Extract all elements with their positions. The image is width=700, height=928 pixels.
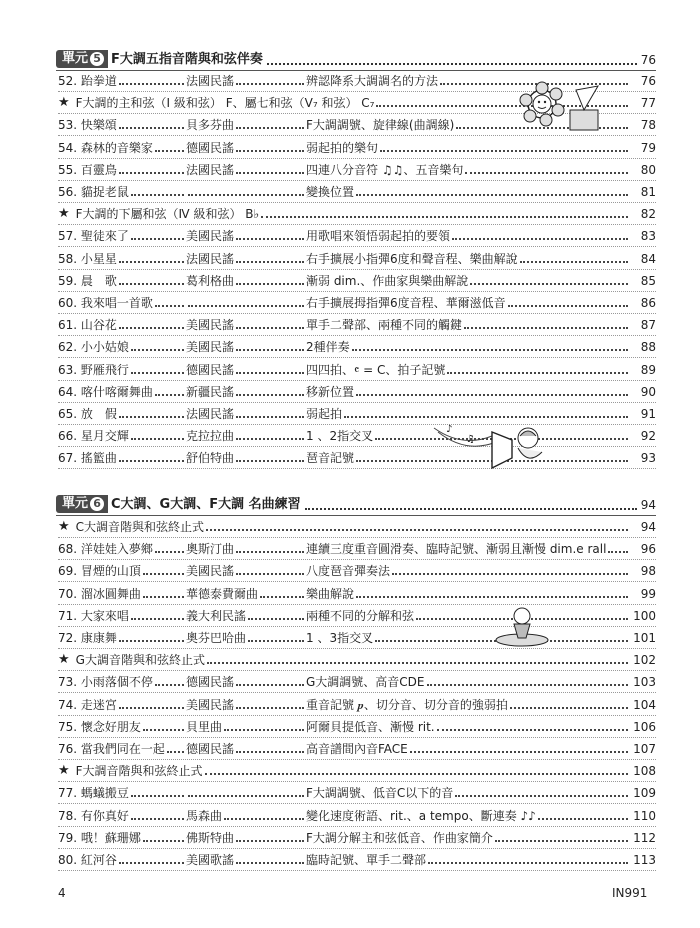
dot-leader [428, 862, 628, 864]
toc-row [58, 849, 656, 871]
star-icon: ★ [58, 206, 70, 222]
dot-leader [236, 563, 304, 575]
composer: 德國民謠 [186, 675, 235, 690]
page-number: 93 [640, 451, 656, 466]
toc-row [58, 270, 656, 292]
description: 弱起拍的樂句 [306, 140, 379, 155]
dot-leader [236, 384, 304, 396]
dot-leader [155, 541, 184, 553]
section-row [58, 203, 656, 225]
song-title: 67. 搖籃曲 [58, 451, 117, 466]
dot-leader [352, 349, 628, 351]
unit-number: 6 [90, 497, 104, 511]
dot-leader [356, 596, 628, 598]
toc-row [58, 671, 656, 693]
description: F大調分解主和弦低音、作曲家簡介 [306, 830, 493, 845]
description: 用歌唱來領悟弱起拍的要領 [306, 229, 451, 244]
dot-leader [248, 608, 304, 620]
page-number: 112 [633, 830, 656, 845]
composer: 美國民謠 [186, 564, 235, 579]
dot-leader [267, 63, 637, 65]
section-title: G大調音階與和弦終止式 [75, 653, 205, 668]
song-title: 58. 小星星 [58, 251, 117, 266]
page-number: 79 [640, 140, 656, 155]
description: F大調調號、低音C以下的音 [306, 786, 454, 801]
composer: 貝多芬曲 [186, 118, 235, 133]
song-title: 78. 有你真好 [58, 808, 129, 823]
song-title: 59. 晨 歌 [58, 273, 117, 288]
description: 1 、3指交叉 [306, 631, 374, 645]
page-number: 85 [640, 273, 656, 288]
unit-badge-label: 單元 [62, 496, 89, 511]
section-title: F大調音階與和弦終止式 [75, 764, 203, 779]
dot-leader [155, 674, 184, 686]
page-number: 107 [633, 742, 656, 756]
section-title: C大調音階與和弦終止式 [75, 520, 205, 534]
description: 變化速度術語、rit.、a tempo、斷連奏 ♪♪ [306, 808, 536, 823]
flower-gramophone-icon [512, 80, 608, 138]
dot-leader [510, 707, 628, 709]
composer: 奧斯汀曲 [186, 542, 235, 557]
song-title: 53. 快樂頌 [58, 118, 117, 133]
composer: 美國歌謠 [186, 853, 235, 867]
page-number: 78 [640, 118, 656, 133]
dot-leader [437, 729, 628, 731]
dot-leader [236, 697, 304, 709]
page-number: 94 [640, 520, 656, 534]
dot-leader [447, 372, 628, 374]
description: 弱起拍 [306, 407, 343, 421]
unit-header-5 [56, 48, 656, 71]
composer: 法國民謠 [186, 162, 235, 177]
description: 漸弱 dim.、作曲家與樂曲解說 [306, 273, 469, 288]
dot-leader [205, 773, 628, 775]
song-title: 71. 大家來唱 [58, 608, 129, 623]
section-row [58, 760, 656, 782]
composer: 義大利民謠 [186, 608, 247, 623]
dot-leader [131, 362, 184, 374]
toc-row [58, 805, 656, 827]
dot-leader [464, 327, 628, 329]
dot-leader [236, 73, 304, 85]
dot-leader [538, 818, 628, 820]
dot-leader [155, 295, 184, 307]
dot-leader [520, 261, 628, 263]
dot-leader [131, 608, 184, 620]
composer: 美國民謠 [186, 229, 235, 244]
description: 樂曲解說 [306, 586, 355, 601]
page-number: 90 [640, 384, 656, 399]
page-number: 81 [640, 185, 656, 199]
dot-leader [236, 406, 304, 418]
toc-row [58, 827, 656, 849]
dot-leader [131, 785, 184, 797]
dot-leader [167, 741, 184, 753]
dot-leader [236, 450, 304, 462]
song-title: 52. 跆拳道 [58, 74, 117, 88]
description: 右手擴展拇指彈6度音程、華爾滋低音 [306, 296, 506, 310]
dot-leader [119, 852, 184, 864]
star-icon: ★ [58, 519, 70, 534]
page-number: 83 [640, 229, 656, 244]
description: 變換位置 [306, 185, 355, 199]
dot-leader [305, 508, 637, 510]
unit-badge [56, 495, 108, 513]
dot-leader [131, 228, 184, 240]
song-title: 60. 我來唱一首歌 [58, 296, 153, 310]
dot-leader [236, 162, 304, 174]
toc-row [58, 314, 656, 336]
composer: 貝里曲 [186, 719, 223, 734]
composer: 法國民謠 [186, 251, 235, 266]
composer: 新疆民謠 [186, 384, 235, 399]
dot-leader [188, 305, 304, 307]
page-number: 92 [640, 429, 656, 444]
dot-leader [131, 808, 184, 820]
page-number: 101 [633, 631, 656, 645]
song-title: 77. 螞蟻搬豆 [58, 786, 129, 801]
description: F大調調號、旋律線(曲調線) [306, 118, 455, 133]
dot-leader [143, 719, 184, 731]
dot-leader [236, 228, 304, 240]
song-title: 69. 冒煙的山頂 [58, 564, 141, 579]
dot-leader [143, 830, 184, 842]
dot-leader [427, 684, 628, 686]
dot-leader [119, 117, 184, 129]
description: 單手二聲部、兩種不同的觸鍵 [306, 318, 463, 333]
toc-row [58, 538, 656, 560]
page-number: 110 [633, 808, 656, 823]
section-row [58, 649, 656, 671]
page-number: 87 [640, 318, 656, 333]
page-number: 94 [640, 498, 656, 512]
dot-leader [143, 563, 184, 575]
toc-row [58, 716, 656, 738]
page-number: 108 [633, 764, 656, 779]
toc-row [58, 425, 656, 447]
dot-leader [119, 630, 184, 642]
page-number: 82 [640, 207, 656, 222]
dot-leader [119, 162, 184, 174]
toc-row [58, 359, 656, 381]
song-title: 74. 走迷宮 [58, 697, 117, 712]
page-number: 99 [640, 586, 656, 601]
toc-row [58, 403, 656, 425]
dot-leader [155, 140, 184, 152]
dot-leader [470, 283, 628, 285]
page-number: 84 [640, 251, 656, 266]
composer: 舒伯特曲 [186, 451, 235, 466]
unit-number: 5 [90, 52, 104, 66]
toc-row [58, 560, 656, 582]
description: 移新位置 [306, 384, 355, 399]
composer: 德國民謠 [186, 140, 235, 155]
page-number: 103 [633, 675, 656, 690]
description: 2種伴奏 [306, 340, 350, 355]
toc-row [58, 381, 656, 403]
song-title: 72. 康康舞 [58, 631, 117, 645]
dot-leader [495, 840, 628, 842]
trumpet-girl-icon [432, 418, 552, 474]
description: 兩種不同的分解和弦 [306, 608, 415, 623]
dot-leader [119, 697, 184, 709]
page-number: 86 [640, 296, 656, 310]
page-number: 77 [640, 96, 656, 111]
composer: 法國民謠 [186, 407, 235, 421]
dot-leader [131, 184, 184, 196]
song-title: 68. 洋娃娃入夢鄉 [58, 542, 153, 557]
toc-row [58, 159, 656, 181]
composer: 佛斯特曲 [186, 830, 235, 845]
dot-leader [236, 541, 304, 553]
dot-leader [224, 719, 304, 731]
dot-leader [356, 394, 628, 396]
dot-leader [236, 674, 304, 686]
unit-title: C大調、G大調、F大調 名曲練習 [111, 497, 301, 512]
toc-row [58, 605, 656, 627]
song-title: 76. 當我們同在一起 [58, 742, 165, 756]
page-number: 113 [633, 853, 656, 867]
page-number: 89 [640, 362, 656, 377]
unit-badge [56, 50, 108, 68]
dot-leader [236, 117, 304, 129]
dot-leader [452, 238, 628, 240]
star-icon: ★ [58, 652, 70, 668]
toc-row [58, 738, 656, 760]
dot-leader [380, 150, 628, 152]
catalog-code: IN991 [612, 886, 648, 900]
svg-text:♪: ♪ [446, 424, 453, 435]
dot-leader [188, 194, 304, 196]
dot-leader [392, 573, 628, 575]
page-number: 109 [633, 786, 656, 801]
song-title: 70. 溜冰圓舞曲 [58, 586, 141, 601]
dot-leader [224, 808, 304, 820]
dot-leader [131, 339, 184, 351]
song-title: 66. 星月交輝 [58, 429, 129, 444]
section-title: F大調的主和弦（Ⅰ 級和弦） F、屬七和弦（V₇ 和弦） C₇ [75, 96, 375, 111]
dot-leader [236, 362, 304, 374]
toc-row [58, 447, 656, 469]
composer: 美國民謠 [186, 340, 235, 355]
page-number: 98 [640, 564, 656, 579]
dot-leader [236, 339, 304, 351]
composer: 葛利格曲 [186, 273, 235, 288]
page-number: 91 [640, 407, 656, 421]
dot-leader [356, 194, 628, 196]
page-number: 80 [640, 162, 656, 177]
toc-row [58, 627, 656, 649]
page-number: 102 [633, 653, 656, 668]
page-number: 104 [633, 697, 656, 712]
song-title: 62. 小小姑娘 [58, 340, 129, 355]
composer: 美國民謠 [186, 318, 235, 333]
song-title: 63. 野雁飛行 [58, 362, 129, 377]
dot-leader [131, 428, 184, 440]
song-title: 79. 哦！蘇珊娜 [58, 830, 141, 845]
song-title: 64. 喀什喀爾舞曲 [58, 384, 153, 399]
composer: 美國民謠 [186, 697, 235, 712]
description: 高音譜間內音FACE [306, 742, 408, 756]
song-title: 65. 放 假 [58, 407, 117, 421]
svg-text:♫: ♫ [466, 434, 475, 445]
unit-badge-label: 單元 [62, 51, 89, 66]
toc-row [58, 137, 656, 159]
dot-leader [207, 662, 628, 664]
description: G大調調號、高音CDE [306, 675, 425, 690]
toc-row [58, 583, 656, 605]
description: 四四拍、𝄴 = C、拍子記號 [306, 362, 446, 377]
ice-skater-icon [492, 604, 552, 648]
dot-leader [410, 751, 628, 753]
dot-leader [248, 630, 304, 642]
dot-leader [119, 251, 184, 263]
dot-leader [236, 251, 304, 263]
dot-leader [236, 830, 304, 842]
song-title: 73. 小雨落個不停 [58, 675, 153, 690]
star-icon: ★ [58, 95, 70, 111]
page-number: 76 [640, 74, 656, 88]
toc-row [58, 782, 656, 804]
dot-leader [236, 852, 304, 864]
song-title: 55. 百靈鳥 [58, 162, 117, 177]
toc-row [58, 292, 656, 314]
section-title: F大調的下屬和弦（Ⅳ 級和弦） B♭ [75, 207, 260, 222]
dot-leader [155, 384, 184, 396]
toc-row [58, 248, 656, 270]
composer: 德國民謠 [186, 742, 235, 756]
dot-leader [236, 741, 304, 753]
dot-leader [260, 586, 304, 598]
composer: 馬森曲 [186, 808, 223, 823]
description: 阿爾貝提低音、漸慢 rit. [306, 719, 435, 734]
dot-leader [119, 406, 184, 418]
unit-header-6 [56, 493, 656, 516]
song-title: 80. 紅河谷 [58, 853, 117, 867]
song-title: 57. 聖徒來了 [58, 229, 129, 244]
page-number: 106 [633, 719, 656, 734]
dot-leader [236, 140, 304, 152]
page-number-footer: 4 [58, 886, 66, 900]
composer: 法國民謠 [186, 74, 235, 88]
description: 1 、2指交叉 [306, 429, 374, 444]
dot-leader [119, 273, 184, 285]
dot-leader [206, 529, 628, 531]
dot-leader [608, 551, 628, 553]
section-row [58, 516, 656, 538]
description: 重音記號 𝆏、切分音、切分音的強弱拍 [306, 697, 508, 712]
description: 琶音記號 [306, 451, 355, 466]
description: 連續三度重音圓滑奏、臨時記號、漸弱且漸慢 dim.e rall [306, 542, 607, 557]
song-title: 61. 山谷花 [58, 318, 117, 333]
dot-leader [508, 305, 628, 307]
description: 八度琶音彈奏法 [306, 564, 391, 579]
toc-row [58, 225, 656, 247]
description: 辨認降系大調調名的方法 [306, 74, 439, 88]
composer: 克拉拉曲 [186, 429, 235, 444]
page-number: 88 [640, 340, 656, 355]
dot-leader [236, 428, 304, 440]
toc-row [58, 336, 656, 358]
dot-leader [119, 317, 184, 329]
page-number: 96 [640, 542, 656, 557]
description: 四連八分音符 ♫♫、五音樂句 [306, 162, 464, 177]
page-number: 100 [633, 608, 656, 623]
song-title: 56. 貓捉老鼠 [58, 185, 129, 199]
dot-leader [261, 216, 628, 218]
description: 右手擴展小指彈6度和聲音程、樂曲解說 [306, 251, 518, 266]
composer: 奧芬巴哈曲 [186, 631, 247, 645]
unit-title: F大調五指音階與和弦伴奏 [111, 52, 263, 67]
dot-leader [455, 795, 628, 797]
composer: 德國民謠 [186, 362, 235, 377]
dot-leader [236, 317, 304, 329]
toc-row [58, 694, 656, 716]
star-icon: ★ [58, 763, 70, 779]
dot-leader [236, 273, 304, 285]
dot-leader [188, 795, 304, 797]
toc-row [58, 181, 656, 203]
dot-leader [119, 450, 184, 462]
song-title: 54. 森林的音樂家 [58, 140, 153, 155]
dot-leader [143, 586, 184, 598]
dot-leader [119, 73, 184, 85]
composer: 華德泰費爾曲 [186, 586, 259, 601]
description: 臨時記號、單手二聲部 [306, 853, 427, 867]
page-number: 76 [640, 53, 656, 67]
dot-leader [465, 172, 628, 174]
song-title: 75. 懷念好朋友 [58, 719, 141, 734]
